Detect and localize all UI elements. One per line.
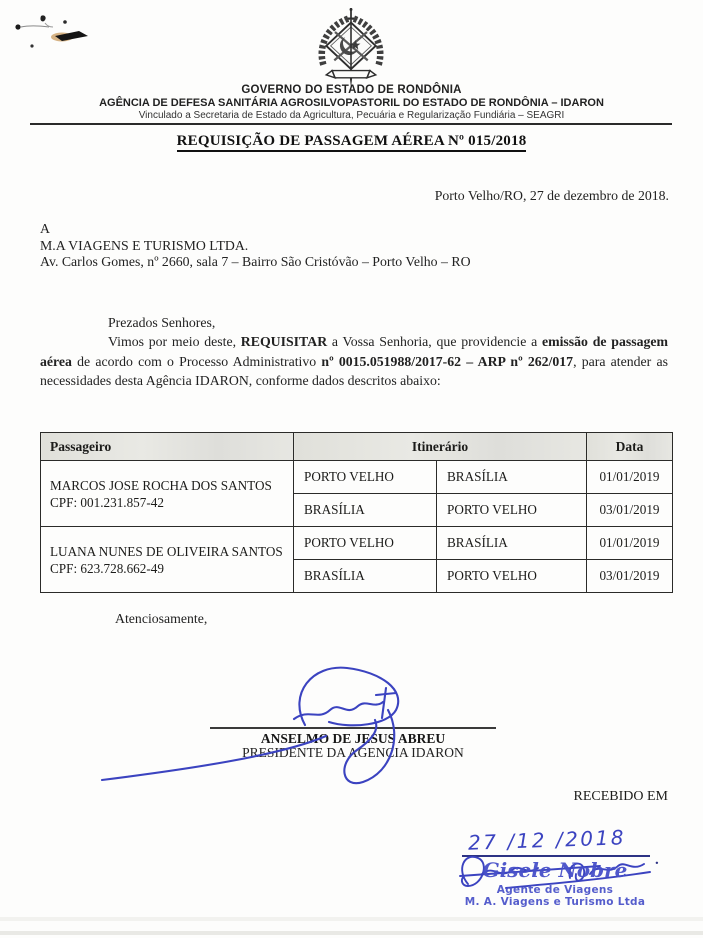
leg-destination: PORTO VELHO: [437, 494, 587, 527]
document-title: REQUISIÇÃO DE PASSAGEM AÉREA Nº 015/2018: [0, 133, 703, 150]
passenger-name: MARCOS JOSE ROCHA DOS SANTOS: [50, 477, 272, 493]
leg-origin: PORTO VELHO: [294, 527, 437, 560]
signature-line: [210, 727, 496, 729]
recipient-block: [40, 221, 471, 271]
header-linked-line: Vinculado a Secretaria de Estado da Agricultura, Pecuária e Regularização Fundiária – SEAGRI: [138, 110, 565, 121]
leg-date: 03/01/2019: [587, 494, 673, 527]
leg-date: 01/01/2019: [587, 461, 673, 494]
rondonia-coat-of-arms-icon: [291, 8, 411, 88]
header-divider: [30, 123, 672, 125]
stamp-agent-name: Gisele Nobre: [482, 858, 628, 882]
president-signature-ink: [90, 652, 510, 792]
table-row: [41, 461, 673, 494]
leg-origin: PORTO VELHO: [294, 461, 437, 494]
handwritten-received-date: 27 /12 /2018: [467, 825, 627, 855]
leg-origin: BRASÍLIA: [294, 494, 437, 527]
leg-destination: BRASÍLIA: [437, 461, 587, 494]
body-bold-requisitar: REQUISITAR: [240, 334, 328, 349]
body-part-2: a Vossa Senhoria, que providencie a: [327, 334, 542, 349]
stamp-agent-role: Agente de Viagens: [496, 884, 614, 896]
handwritten-period: .: [655, 852, 659, 868]
received-label: RECEBIDO EM: [573, 789, 668, 804]
body-paragraph: [40, 332, 668, 391]
received-date-line: [462, 855, 650, 857]
passenger-name: LUANA NUNES DE OLIVEIRA SANTOS: [50, 543, 283, 559]
passenger-cpf: CPF: 623.728.662-49: [50, 560, 164, 576]
leg-destination: BRASÍLIA: [437, 527, 587, 560]
column-header-itinerary: Itinerário: [294, 433, 587, 461]
greeting: Prezados Senhores,: [108, 315, 216, 330]
stamp-agent-company: M. A. Viagens e Turismo Ltda: [464, 896, 646, 908]
closing: Atenciosamente,: [115, 611, 208, 626]
passenger-cpf: CPF: 001.231.857-42: [50, 494, 164, 510]
body-bold-emissao: emissão de passagem aérea: [40, 334, 668, 369]
scan-band: [0, 917, 703, 921]
passenger-itinerary-table: [40, 432, 673, 593]
body-part-1: Vimos por meio deste,: [108, 334, 241, 349]
recipient-prefix: A: [40, 221, 50, 236]
header-agency-line: AGÊNCIA DE DEFESA SANITÁRIA AGROSILVOPASTORIL DO ESTADO DE RONDÔNIA – IDARON: [99, 97, 604, 109]
passenger-cell: [41, 461, 294, 527]
table-row: [41, 527, 673, 560]
leg-date: 03/01/2019: [587, 560, 673, 593]
passenger-cell: [41, 527, 294, 593]
body-part-4: , para atender as necessidades desta Agência IDARON, conforme dados descritos abaixo:: [40, 353, 668, 388]
scan-artifact-mark: [5, 6, 110, 54]
leg-origin: BRASÍLIA: [294, 560, 437, 593]
body-part-3: de acordo com o Processo Administrativo: [71, 353, 322, 369]
dateline: Porto Velho/RO, 27 de dezembro de 2018.: [434, 188, 669, 203]
recipient-address: Av. Carlos Gomes, nº 2660, sala 7 – Bairro São Cristóvão – Porto Velho – RO: [40, 254, 471, 269]
header-government-line: GOVERNO DO ESTADO DE RONDÔNIA: [241, 84, 462, 96]
leg-date: 01/01/2019: [587, 527, 673, 560]
leg-destination: PORTO VELHO: [437, 560, 587, 593]
column-header-date: Data: [587, 433, 673, 461]
scan-band: [0, 931, 703, 935]
recipient-company: M.A VIAGENS E TURISMO LTDA.: [40, 237, 249, 253]
body-bold-processo: nº 0015.051988/2017-62 – ARP nº 262/017: [321, 353, 574, 369]
column-header-passenger: Passageiro: [41, 433, 294, 461]
table-header-row: [41, 433, 673, 461]
signer-role: PRESIDENTE DA AGENCIA IDARON: [242, 745, 464, 760]
signer-name: ANSELMO DE JESUS ABREU: [260, 731, 446, 746]
